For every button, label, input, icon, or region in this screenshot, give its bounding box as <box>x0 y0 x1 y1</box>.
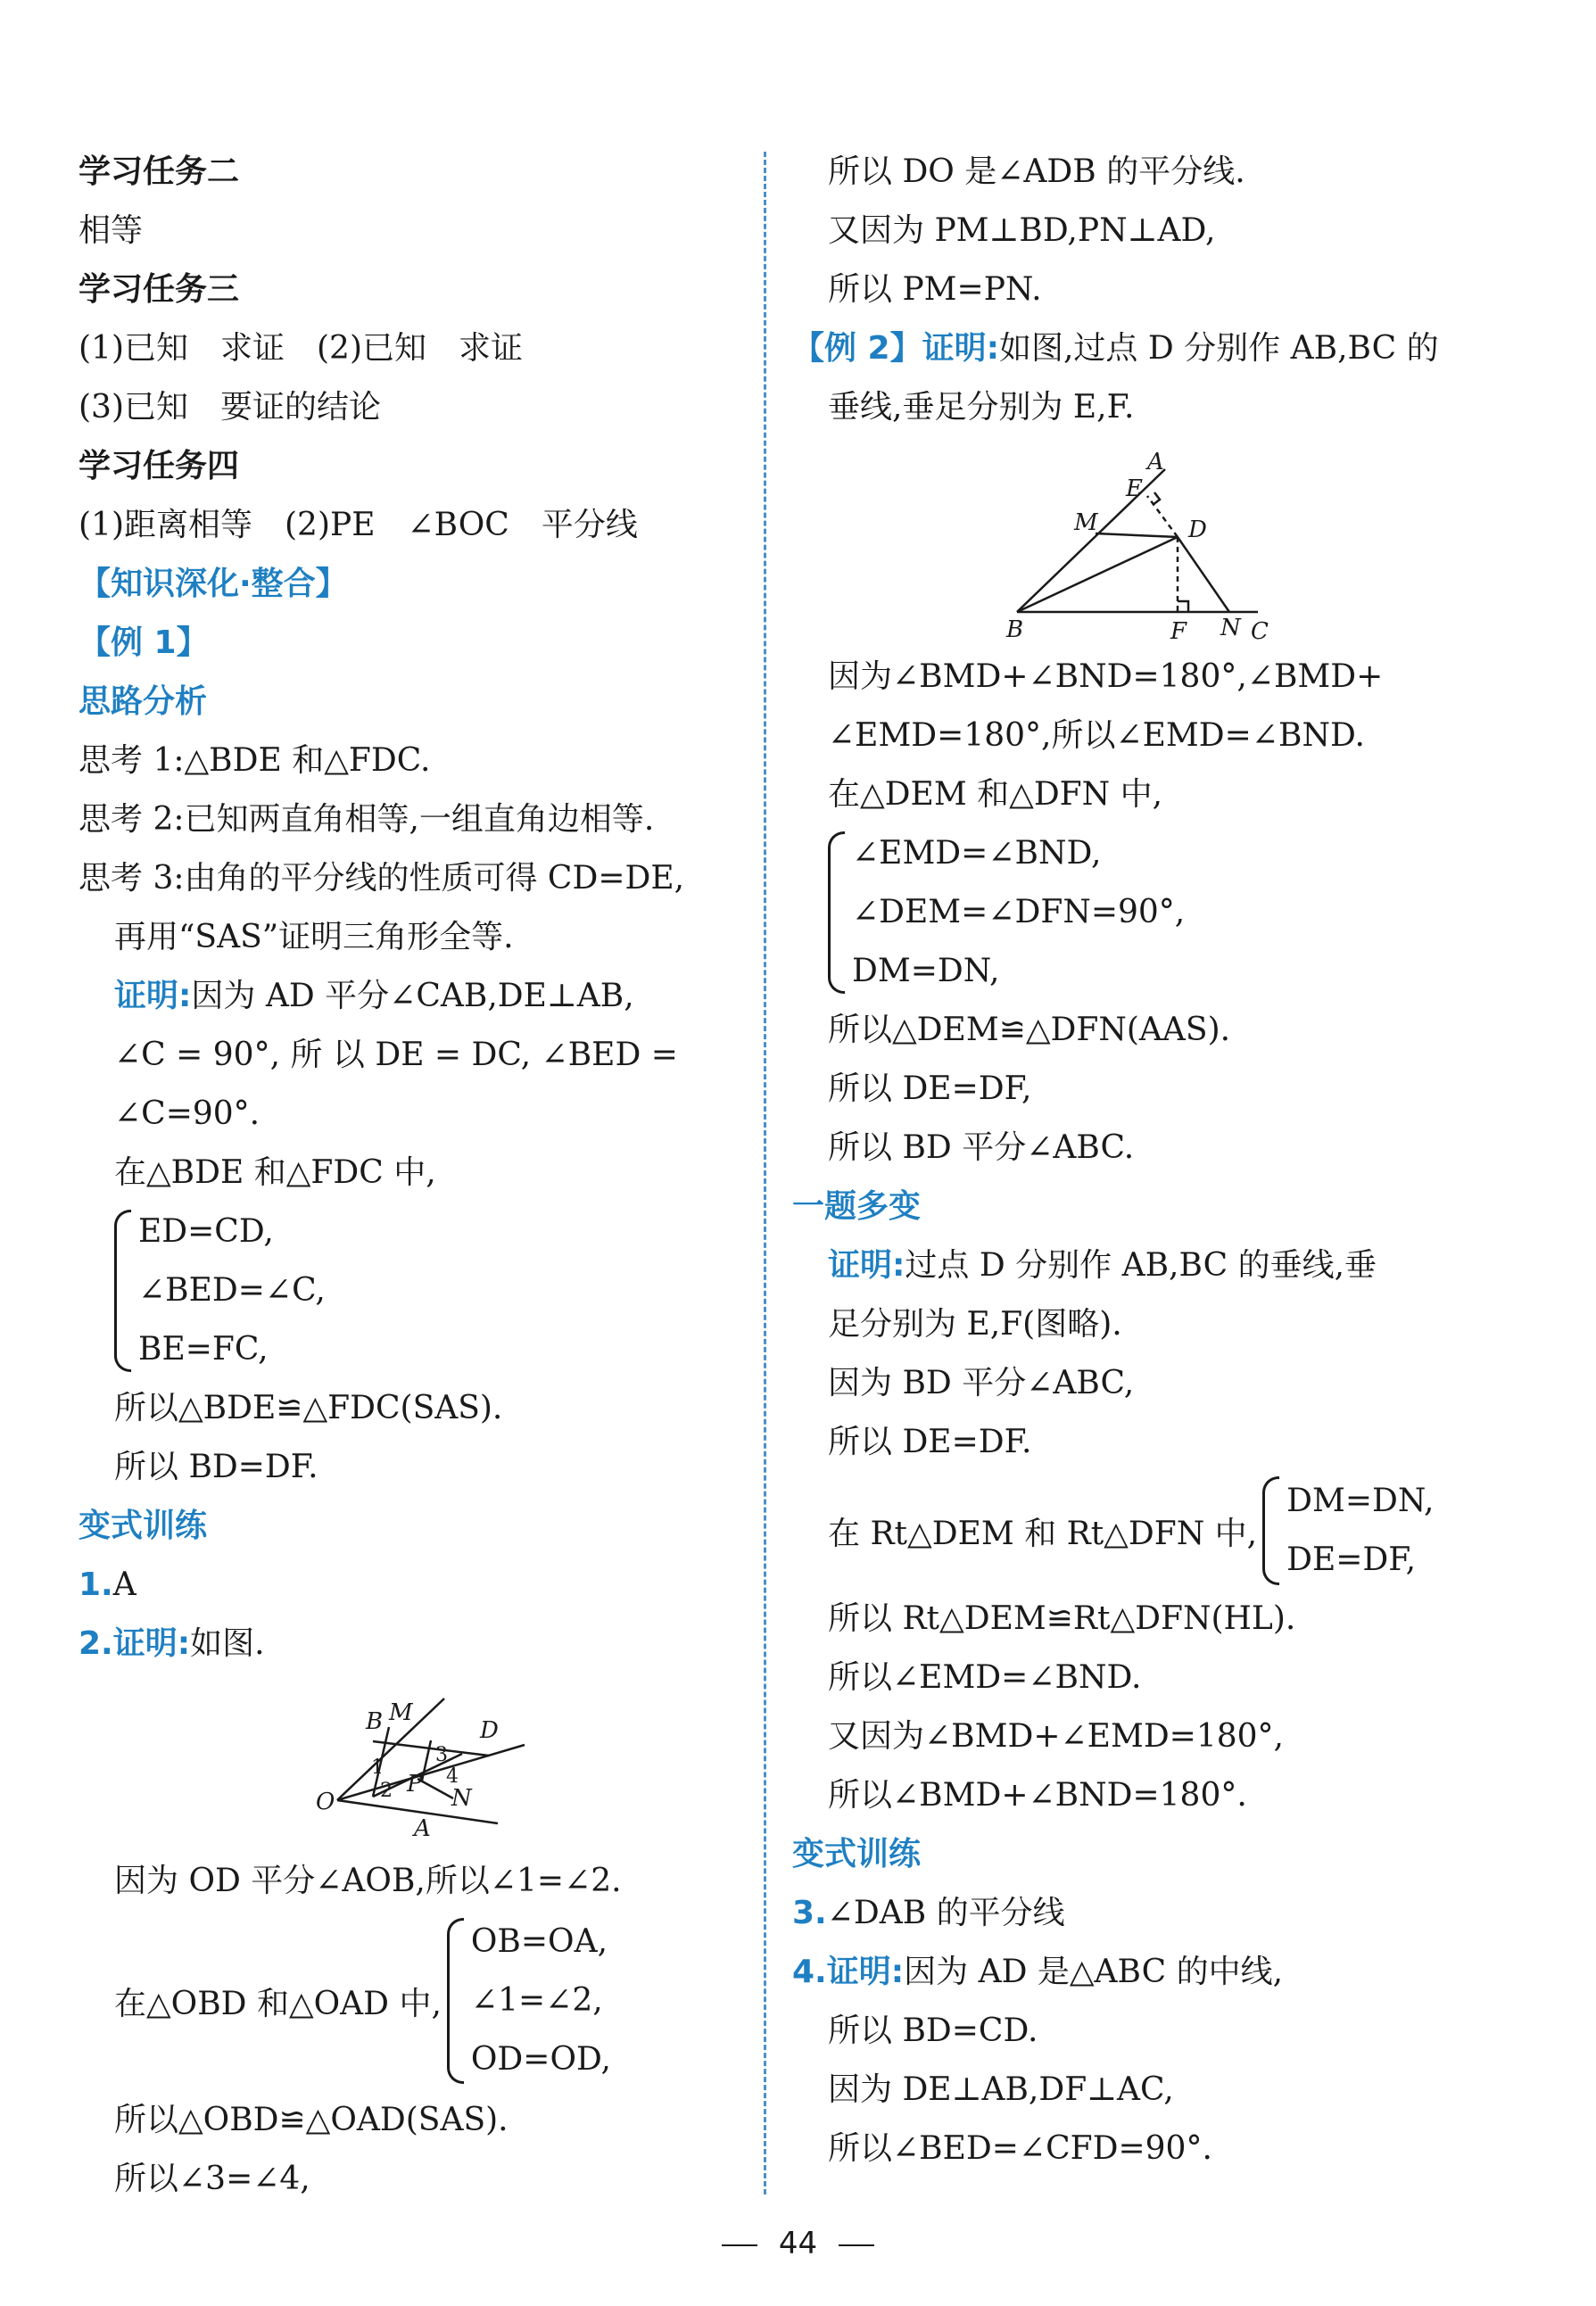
proof-line: ∠C = 90°, 所 以 DE = DC, ∠BED = <box>114 1037 678 1073</box>
fig-label: M <box>1074 509 1098 536</box>
proof-text: 如图,过点 D 分别作 AB,BC 的 <box>998 330 1439 367</box>
proof-line: 所以△DEM≌△DFN(AAS). <box>828 1012 1231 1048</box>
proof-tag: 4.证明: <box>792 1954 905 1990</box>
equation-system <box>79 1203 739 1379</box>
equation-system-inline <box>792 1472 1470 1590</box>
answer-text: A <box>112 1566 136 1603</box>
fig-label: M <box>389 1699 413 1726</box>
proof-line <box>792 1236 1470 1295</box>
answer-line <box>79 1556 739 1615</box>
equation: BE=FC, <box>138 1331 269 1368</box>
fig-label: C <box>1251 618 1269 645</box>
sub-heading: 变式训练 <box>792 1836 922 1872</box>
proof-line: 所以△OBD≌△OAD(SAS). <box>114 2102 509 2138</box>
fig-label: A <box>1147 449 1164 475</box>
proof-text: 过点 D 分别作 AB,BC 的垂线,垂 <box>905 1247 1377 1284</box>
proof-line: 在△DEM 和△DFN 中, <box>828 776 1163 813</box>
proof-line: 所以 PM=PN. <box>828 271 1042 308</box>
fig-label: D <box>480 1717 499 1744</box>
proof-line <box>79 967 739 1026</box>
dash-decoration <box>839 2244 874 2246</box>
think-line: 思考 3:由角的平分线的性质可得 CD=DE, <box>79 860 685 897</box>
proof-line: 所以∠EMD=∠BND. <box>828 1659 1142 1696</box>
think-line: 再用“SAS”证明三角形全等. <box>114 919 514 955</box>
equation: ∠EMD=∠BND, <box>852 835 1102 872</box>
fig-label: E <box>1126 475 1143 502</box>
answer-line <box>792 1884 1470 1943</box>
think-line: 思考 1:△BDE 和△FDC. <box>79 742 431 779</box>
question-number: 3. <box>792 1895 827 1931</box>
equation: ∠BED=∠C, <box>138 1272 326 1309</box>
proof-text: 因为 AD 是△ABC 的中线, <box>904 1954 1284 1990</box>
equation: OD=OD, <box>470 2041 611 2078</box>
proof-line: 所以 Rt△DEM≌Rt△DFN(HL). <box>828 1600 1296 1637</box>
proof-line: 因为 DE⊥AB,DF⊥AC, <box>828 2071 1174 2108</box>
section-heading: 【知识深化·整合】 <box>79 566 348 602</box>
task-heading-2: 学习任务二 <box>79 153 240 190</box>
equation: ∠1=∠2, <box>470 1982 603 2019</box>
answer-text: (1)距离相等 (2)PE ∠BOC 平分线 <box>79 507 638 543</box>
proof-line: 所以△BDE≌△FDC(SAS). <box>114 1390 503 1426</box>
brace <box>447 1918 464 2084</box>
proof-line: ∠EMD=180°,所以∠EMD=∠BND. <box>828 717 1365 754</box>
proof-line: ∠C=90°. <box>114 1095 260 1132</box>
brace <box>114 1210 131 1372</box>
brace <box>1262 1476 1279 1585</box>
proof-line: 所以 BD 平分∠ABC. <box>828 1129 1135 1166</box>
left-column <box>79 143 739 2209</box>
answer-text: (1)已知 求证 (2)已知 求证 <box>79 330 523 367</box>
proof-line: 又因为∠BMD+∠EMD=180°, <box>828 1718 1284 1755</box>
answer-text: 如图. <box>190 1625 265 1662</box>
proof-line: 所以 BD=CD. <box>828 2013 1038 2049</box>
equation: DM=DN, <box>852 953 1000 989</box>
proof-tag: 证明: <box>114 978 192 1014</box>
proof-line: 所以 DO 是∠ADB 的平分线. <box>828 153 1245 190</box>
brace <box>828 831 845 994</box>
system-prefix: 在△OBD 和△OAD 中, <box>114 1985 442 2022</box>
proof-line: 所以∠BMD+∠BND=180°. <box>828 1777 1247 1814</box>
answer-text: ∠DAB 的平分线 <box>826 1895 1065 1931</box>
figure-svg <box>792 437 1470 648</box>
example-line <box>792 319 1470 378</box>
proof-tag: 证明: <box>828 1247 906 1284</box>
proof-text: 因为 AD 平分∠CAB,DE⊥AB, <box>191 978 634 1014</box>
fig-label: D <box>1188 517 1207 543</box>
proof-line: 所以∠3=∠4, <box>114 2161 310 2197</box>
proof-line: 足分别为 E,F(图略). <box>828 1306 1122 1343</box>
think-line: 思考 2:已知两直角相等,一组直角边相等. <box>79 801 655 838</box>
sub-heading: 一题多变 <box>792 1188 922 1225</box>
figure-svg <box>79 1674 739 1852</box>
fig-label: O <box>316 1789 335 1815</box>
equation: DM=DN, <box>1286 1483 1435 1519</box>
answer-line <box>792 1943 1470 2002</box>
fig-label: 4 <box>446 1765 459 1788</box>
proof-tag: 2.证明: <box>79 1625 191 1662</box>
equation-system <box>792 824 1470 1001</box>
fig-label: P <box>407 1771 423 1798</box>
proof-line: 因为 BD 平分∠ABC, <box>828 1365 1135 1401</box>
equation: DE=DF, <box>1286 1541 1417 1578</box>
fig-label: 3 <box>435 1744 448 1766</box>
proof-line: 所以 DE=DF, <box>828 1070 1032 1107</box>
sub-heading: 思路分析 <box>79 683 208 720</box>
equation: ∠DEM=∠DFN=90°, <box>852 894 1186 930</box>
geometry-figure-triangle <box>792 437 1470 648</box>
equation-system-inline <box>79 1911 739 2091</box>
proof-line: 因为 OD 平分∠AOB,所以∠1=∠2. <box>114 1863 622 1899</box>
proof-line: 所以∠BED=∠CFD=90°. <box>828 2130 1212 2167</box>
task-heading-4: 学习任务四 <box>79 448 240 484</box>
fig-label: A <box>414 1815 431 1842</box>
fig-label: 1 <box>371 1756 384 1779</box>
fig-label: B <box>1006 616 1024 643</box>
proof-line: 因为∠BMD+∠BND=180°,∠BMD+ <box>828 658 1384 695</box>
proof-line: 所以 DE=DF. <box>828 1424 1032 1460</box>
sub-heading: 变式训练 <box>79 1508 208 1544</box>
fig-label: B <box>366 1708 384 1735</box>
equation: ED=CD, <box>138 1213 274 1250</box>
dash-decoration <box>722 2244 757 2246</box>
proof-line: 所以 BD=DF. <box>114 1449 318 1485</box>
example-heading: 【例 1】 <box>79 624 209 661</box>
task-heading-3: 学习任务三 <box>79 271 240 308</box>
column-divider <box>764 152 766 2194</box>
fig-label: N <box>1220 615 1241 641</box>
proof-line: 又因为 PM⊥BD,PN⊥AD, <box>828 212 1216 249</box>
answer-line <box>79 1615 739 1674</box>
answer-text: (3)已知 要证的结论 <box>79 389 381 426</box>
proof-line: 在△BDE 和△FDC 中, <box>114 1154 436 1191</box>
fig-label: 2 <box>380 1780 393 1802</box>
fig-label: F <box>1170 618 1187 645</box>
geometry-figure-angle-bisector <box>79 1674 739 1852</box>
proof-line: 垂线,垂足分别为 E,F. <box>828 389 1135 426</box>
example-tag: 【例 2】证明: <box>792 330 999 367</box>
fig-label: N <box>451 1785 472 1812</box>
question-number: 1. <box>79 1566 113 1603</box>
page-number <box>0 2226 1596 2261</box>
answer-text: 相等 <box>79 212 144 249</box>
system-prefix: 在 Rt△DEM 和 Rt△DFN 中, <box>828 1515 1258 1552</box>
right-column <box>792 143 1470 2178</box>
page-number-text: 44 <box>778 2226 818 2261</box>
equation: OB=OA, <box>470 1923 608 1960</box>
